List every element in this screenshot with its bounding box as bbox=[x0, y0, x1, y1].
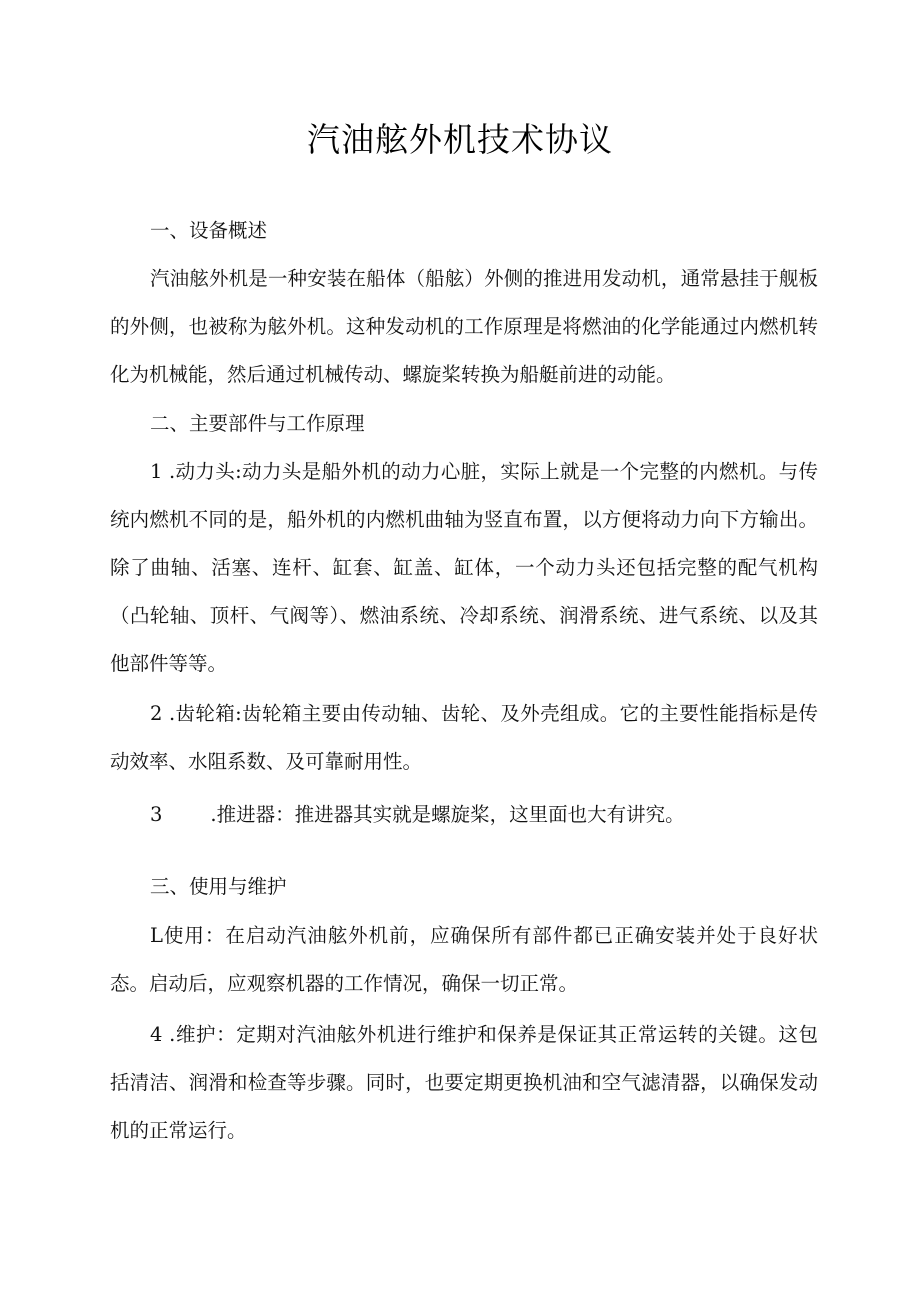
item-text: 定期对汽油舷外机进行维护和保养是保证其正常运转的关键。这包括清洁、润滑和检查等步骤。同时，也要定期更换机油和空气滤清器，以确保发动机的正常运行。 bbox=[110, 1023, 818, 1142]
item-label: 4 .维护： bbox=[150, 1023, 237, 1046]
component-item-propeller bbox=[150, 791, 685, 839]
section-heading-components: 二、主要部件与工作原理 bbox=[150, 412, 365, 435]
item-text: 在启动汽油舷外机前，应确保所有部件都已正确安装并处于良好状态。启动后，应观察机器的工作情况，确保一切正常。 bbox=[110, 924, 818, 995]
overview-paragraph: 汽油舷外机是一种安装在船体（船舷）外侧的推进用发动机，通常悬挂于舰板的外侧，也被称为舷外机。这种发动机的工作原理是将燃油的化学能通过内燃机转化为机械能，然后通过机械传动、螺旋桨转换为船艇前进的动能。 bbox=[110, 267, 818, 386]
item-text: 动力头是船外机的动力心脏，实际上就是一个完整的内燃机。与传统内燃机不同的是，船外机的内燃机曲轴为竖直布置，以方便将动力向下方输出。除了曲轴、活塞、连杆、缸套、缸盖、缸体，一个动力头还包括完整的配气机构（凸轮轴、顶杆、气阀等）、燃油系统、冷却系统、润滑系统、进气系统、以及其他部件等等。 bbox=[110, 460, 818, 675]
item-label: 1 .动力头: bbox=[150, 460, 242, 483]
usage-item-maintenance bbox=[110, 1011, 818, 1155]
item-label: 2 .齿轮箱: bbox=[150, 702, 242, 725]
section-heading-usage: 三、使用与维护 bbox=[150, 875, 287, 898]
item-label: L使用： bbox=[150, 924, 226, 947]
usage-item-operation bbox=[110, 912, 818, 1008]
document-title: 汽油舷外机技术协议 bbox=[307, 120, 613, 159]
item-text: 齿轮箱主要由传动轴、齿轮、及外壳组成。它的主要性能指标是传动效率、水阻系数、及可靠耐用性。 bbox=[110, 702, 818, 773]
component-item-power-head bbox=[110, 448, 818, 688]
item-text: .推进器：推进器其实就是螺旋桨，这里面也大有讲究。 bbox=[210, 803, 685, 826]
section-heading-overview: 一、设备概述 bbox=[150, 219, 268, 242]
component-item-gearbox bbox=[110, 690, 818, 786]
item-number: 3 bbox=[150, 803, 163, 826]
